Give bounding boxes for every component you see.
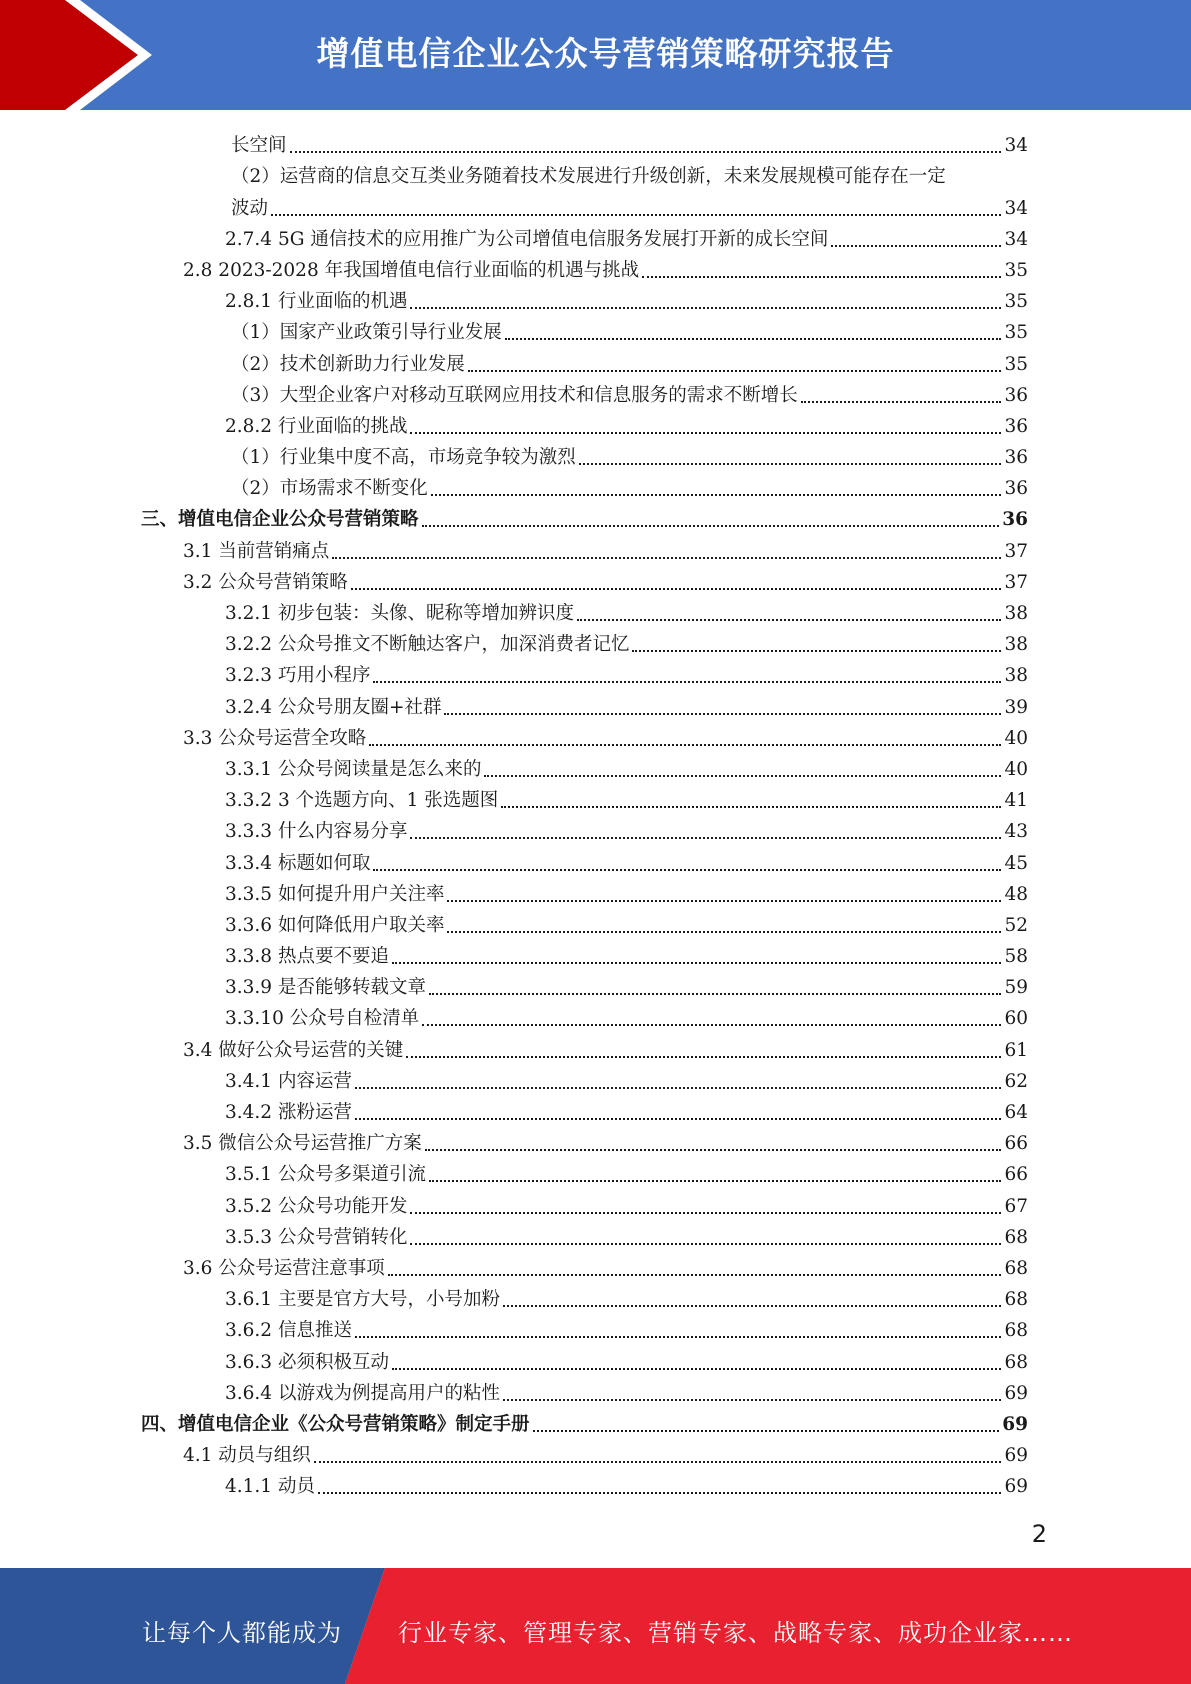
toc-entry[interactable] <box>141 283 1028 314</box>
toc-dot-leader <box>429 1179 1001 1182</box>
toc-entry-label: （2）市场需求不断变化 <box>231 478 428 500</box>
toc-entry[interactable] <box>141 657 1028 688</box>
toc-entry-page: 59 <box>1004 977 1028 999</box>
toc-entry-label: 4.1.1 动员 <box>225 1476 315 1498</box>
toc-dot-leader <box>355 1086 1002 1089</box>
toc-entry-label: 3.3 公众号运营全攻略 <box>183 727 367 749</box>
toc-entry-page: 35 <box>1004 291 1028 313</box>
toc-entry[interactable] <box>141 501 1028 532</box>
toc-entry-label: 三、增值电信企业公众号营销策略 <box>141 509 419 531</box>
toc-entry-label: 长空间 <box>231 135 287 157</box>
toc-entry-page: 36 <box>1004 447 1028 469</box>
toc-entry-label: 3.5.1 公众号多渠道引流 <box>225 1164 426 1186</box>
toc-entry[interactable] <box>141 1063 1028 1094</box>
toc-entry-label: 3.5.3 公众号营销转化 <box>225 1226 408 1248</box>
toc-entry-page: 48 <box>1004 883 1028 905</box>
toc-entry-page: 68 <box>1004 1289 1028 1311</box>
toc-entry[interactable] <box>141 1437 1028 1468</box>
toc-entry-page: 62 <box>1004 1070 1028 1092</box>
footer-slogan-left: 让每个人都能成为 <box>142 1619 342 1647</box>
toc-entry[interactable] <box>141 1219 1028 1250</box>
toc-entry-page: 41 <box>1004 790 1028 812</box>
toc-dot-leader <box>351 587 1002 590</box>
toc-entry[interactable] <box>141 1281 1028 1312</box>
toc-entry-label: 3.4 做好公众号运营的关键 <box>183 1039 404 1061</box>
toc-entry[interactable] <box>141 470 1028 501</box>
toc-dot-leader <box>410 1211 1001 1214</box>
toc-entry[interactable] <box>141 252 1028 283</box>
toc-entry[interactable] <box>141 1031 1028 1062</box>
toc-entry-label: （1）行业集中度不高，市场竞争较为激烈 <box>231 447 576 469</box>
toc-entry-label: 3.6.3 必须积极互动 <box>225 1351 389 1373</box>
toc-entry-label: 4.1 动员与组织 <box>183 1445 311 1467</box>
toc-entry-page: 40 <box>1004 758 1028 780</box>
toc-dot-leader <box>410 1242 1001 1245</box>
toc-entry-page: 36 <box>1004 384 1028 406</box>
toc-entry-page: 35 <box>1004 259 1028 281</box>
toc-entry[interactable] <box>141 626 1028 657</box>
toc-entry-page: 34 <box>1004 135 1028 157</box>
toc-dot-leader <box>332 556 1001 559</box>
toc-dot-leader <box>392 961 1001 964</box>
toc-entry-page: 37 <box>1004 540 1028 562</box>
toc-entry[interactable] <box>141 127 1028 158</box>
toc-entry[interactable] <box>141 720 1028 751</box>
toc-dot-leader <box>533 1429 1000 1432</box>
toc-dot-leader <box>429 992 1001 995</box>
toc-dot-leader <box>410 431 1001 434</box>
toc-entry-label: 3.2.1 初步包装：头像、昵称等增加辨识度 <box>225 603 574 624</box>
toc-entry[interactable] <box>141 345 1028 376</box>
toc-entry[interactable] <box>141 532 1028 563</box>
toc-entry-label: 3.6.2 信息推送 <box>225 1320 352 1342</box>
toc-dot-leader <box>373 868 1001 871</box>
table-of-contents <box>141 127 1028 1499</box>
toc-entry-label: 3.3.5 如何提升用户关注率 <box>225 883 445 905</box>
toc-dot-leader <box>425 1148 1002 1151</box>
toc-entry-label: 3.3.4 标题如何取 <box>225 852 371 874</box>
toc-entry[interactable] <box>141 1187 1028 1218</box>
toc-entry-label: 3.3.10 公众号自检清单 <box>225 1008 420 1030</box>
toc-entry-page: 64 <box>1004 1102 1028 1123</box>
toc-entry-page: 37 <box>1004 571 1028 593</box>
toc-entry-label: （3）大型企业客户对移动互联网应用技术和信息服务的需求不断增长 <box>231 384 798 406</box>
toc-entry-page: 69 <box>1004 1382 1028 1404</box>
toc-dot-leader <box>355 1335 1002 1338</box>
toc-dot-leader <box>388 1273 1002 1276</box>
toc-dot-leader <box>503 1398 1001 1401</box>
toc-entry[interactable] <box>141 1375 1028 1406</box>
toc-entry-page: 34 <box>1004 197 1028 219</box>
toc-entry-page: 68 <box>1004 1320 1028 1342</box>
toc-entry-label: （2）运营商的信息交互类业务随着技术发展进行升级创新，未来发展规模可能存在一定 <box>231 166 946 188</box>
toc-entry[interactable] <box>141 1125 1028 1156</box>
toc-entry[interactable] <box>141 844 1028 875</box>
toc-dot-leader <box>503 1304 1001 1307</box>
toc-entry-label: 3.2.3 巧用小程序 <box>225 665 371 687</box>
toc-dot-leader <box>318 1491 1002 1494</box>
toc-entry-label: 3.6 公众号运营注意事项 <box>183 1257 385 1279</box>
page-footer <box>0 1568 1191 1684</box>
toc-dot-leader <box>373 680 1001 683</box>
toc-dot-leader <box>468 369 1002 372</box>
toc-dot-leader <box>447 930 1001 933</box>
toc-dot-leader <box>290 150 1002 153</box>
toc-entry[interactable] <box>141 751 1028 782</box>
toc-dot-leader <box>355 1117 1002 1120</box>
toc-dot-leader <box>314 1460 1002 1463</box>
toc-entry-label: 3.1 当前营销痛点 <box>183 540 330 562</box>
toc-dot-leader <box>406 1055 1001 1058</box>
toc-entry-page: 39 <box>1004 696 1028 718</box>
toc-dot-leader <box>505 337 1002 340</box>
toc-entry-label: 3.3.6 如何降低用户取关率 <box>225 914 445 936</box>
toc-entry[interactable] <box>141 189 1028 220</box>
toc-entry[interactable] <box>141 1312 1028 1343</box>
toc-dot-leader <box>579 462 1002 465</box>
toc-entry[interactable] <box>141 969 1028 1000</box>
toc-dot-leader <box>410 306 1001 309</box>
toc-entry-label: （1）国家产业政策引导行业发展 <box>231 322 502 344</box>
toc-entry-page: 69 <box>1004 1476 1028 1498</box>
toc-dot-leader <box>444 712 1001 715</box>
toc-entry[interactable] <box>141 314 1028 345</box>
toc-entry-label: 3.2.4 公众号朋友圈+社群 <box>225 696 442 718</box>
toc-entry[interactable] <box>141 1250 1028 1281</box>
toc-entry-page: 40 <box>1004 727 1028 749</box>
toc-dot-leader <box>447 899 1001 902</box>
toc-entry[interactable] <box>141 813 1028 844</box>
toc-entry-page: 36 <box>1004 478 1028 500</box>
toc-entry-page: 66 <box>1004 1164 1028 1186</box>
toc-dot-leader <box>801 400 1002 403</box>
toc-entry-label: 3.3.2 3 个选题方向、1 张选题图 <box>225 790 499 812</box>
toc-entry-label: 3.3.8 热点要不要追 <box>225 946 389 968</box>
toc-dot-leader <box>422 1023 1001 1026</box>
toc-entry-page: 36 <box>1002 509 1028 531</box>
toc-entry[interactable] <box>141 564 1028 595</box>
toc-entry-page: 52 <box>1004 914 1028 936</box>
toc-entry-label: 2.7.4 5G 通信技术的应用推广为公司增值电信服务发展打开新的成长空间 <box>225 228 829 250</box>
toc-entry[interactable] <box>141 1406 1028 1437</box>
toc-entry[interactable] <box>141 938 1028 969</box>
page-number: 2 <box>1031 1520 1047 1548</box>
toc-entry-label: 3.6.4 以游戏为例提高用户的粘性 <box>225 1382 500 1404</box>
toc-entry-label: （2）技术创新助力行业发展 <box>231 353 465 375</box>
toc-entry-page: 43 <box>1004 821 1028 843</box>
toc-dot-leader <box>422 524 1000 527</box>
toc-entry[interactable] <box>141 595 1028 626</box>
toc-entry-page: 35 <box>1004 353 1028 375</box>
toc-entry[interactable] <box>141 1094 1028 1125</box>
toc-entry-label: 3.2.2 公众号推文不断触达客户，加深消费者记忆 <box>225 634 630 656</box>
toc-dot-leader <box>831 244 1001 247</box>
toc-entry-page: 45 <box>1004 852 1028 874</box>
toc-entry-label: 3.3.1 公众号阅读量是怎么来的 <box>225 758 482 780</box>
toc-entry-page: 58 <box>1004 946 1028 968</box>
toc-entry-label: 2.8 2023-2028 年我国增值电信行业面临的机遇与挑战 <box>183 259 640 281</box>
toc-dot-leader <box>392 1367 1001 1370</box>
toc-entry-label: 2.8.2 行业面临的挑战 <box>225 415 408 437</box>
toc-entry-label: 波动 <box>231 197 269 219</box>
toc-entry-page: 35 <box>1004 322 1028 344</box>
toc-entry-label: 3.5 微信公众号运营推广方案 <box>183 1133 422 1155</box>
toc-entry-page: 67 <box>1004 1195 1028 1217</box>
toc-entry[interactable] <box>141 1468 1028 1499</box>
toc-entry[interactable] <box>141 782 1028 813</box>
toc-entry-label: 3.3.3 什么内容易分享 <box>225 821 408 843</box>
toc-entry[interactable] <box>141 1000 1028 1031</box>
toc-entry-page: 34 <box>1004 228 1028 250</box>
toc-entry-page: 68 <box>1004 1257 1028 1279</box>
toc-entry-label: 2.8.1 行业面临的机遇 <box>225 291 408 313</box>
toc-dot-leader <box>501 805 1001 808</box>
toc-dot-leader <box>577 618 1001 621</box>
toc-entry-page: 68 <box>1004 1226 1028 1248</box>
footer-slogan-right: 行业专家、管理专家、营销专家、战略专家、成功企业家…… <box>398 1619 1073 1647</box>
toc-entry-page: 66 <box>1004 1133 1028 1155</box>
toc-dot-leader <box>271 213 1001 216</box>
toc-entry[interactable] <box>141 221 1028 252</box>
toc-entry-page: 69 <box>1004 1445 1028 1467</box>
toc-entry-page: 69 <box>1002 1413 1028 1435</box>
toc-entry-label: 3.4.1 内容运营 <box>225 1070 352 1092</box>
toc-entry[interactable] <box>141 1343 1028 1374</box>
toc-entry[interactable] <box>141 408 1028 439</box>
report-title: 增值电信企业公众号营销策略研究报告 <box>316 34 895 73</box>
toc-entry-page: 68 <box>1004 1351 1028 1373</box>
toc-entry-page: 38 <box>1004 634 1028 656</box>
toc-entry-page: 38 <box>1004 665 1028 687</box>
toc-dot-leader <box>632 649 1001 652</box>
toc-dot-leader <box>642 275 1001 278</box>
toc-entry-page: 36 <box>1004 415 1028 437</box>
toc-entry-page: 61 <box>1004 1039 1028 1061</box>
toc-entry[interactable] <box>141 377 1028 408</box>
toc-entry[interactable] <box>141 907 1028 938</box>
toc-dot-leader <box>484 774 1001 777</box>
toc-entry[interactable] <box>141 158 1028 189</box>
toc-dot-leader <box>410 836 1001 839</box>
toc-entry[interactable] <box>141 688 1028 719</box>
toc-entry-label: 3.3.9 是否能够转载文章 <box>225 977 426 999</box>
toc-dot-leader <box>431 493 1002 496</box>
page-header <box>0 0 1191 110</box>
toc-entry[interactable] <box>141 876 1028 907</box>
toc-entry-label: 3.2 公众号营销策略 <box>183 571 348 593</box>
toc-entry-page: 60 <box>1004 1008 1028 1030</box>
toc-entry-label: 3.6.1 主要是官方大号，小号加粉 <box>225 1289 500 1311</box>
toc-dot-leader <box>369 743 1001 746</box>
toc-entry[interactable] <box>141 439 1028 470</box>
toc-entry-label: 3.5.2 公众号功能开发 <box>225 1195 408 1217</box>
toc-entry-page: 38 <box>1004 603 1028 624</box>
toc-entry-label: 四、增值电信企业《公众号营销策略》制定手册 <box>141 1413 530 1435</box>
toc-entry[interactable] <box>141 1156 1028 1187</box>
toc-entry-label: 3.4.2 涨粉运营 <box>225 1102 352 1123</box>
